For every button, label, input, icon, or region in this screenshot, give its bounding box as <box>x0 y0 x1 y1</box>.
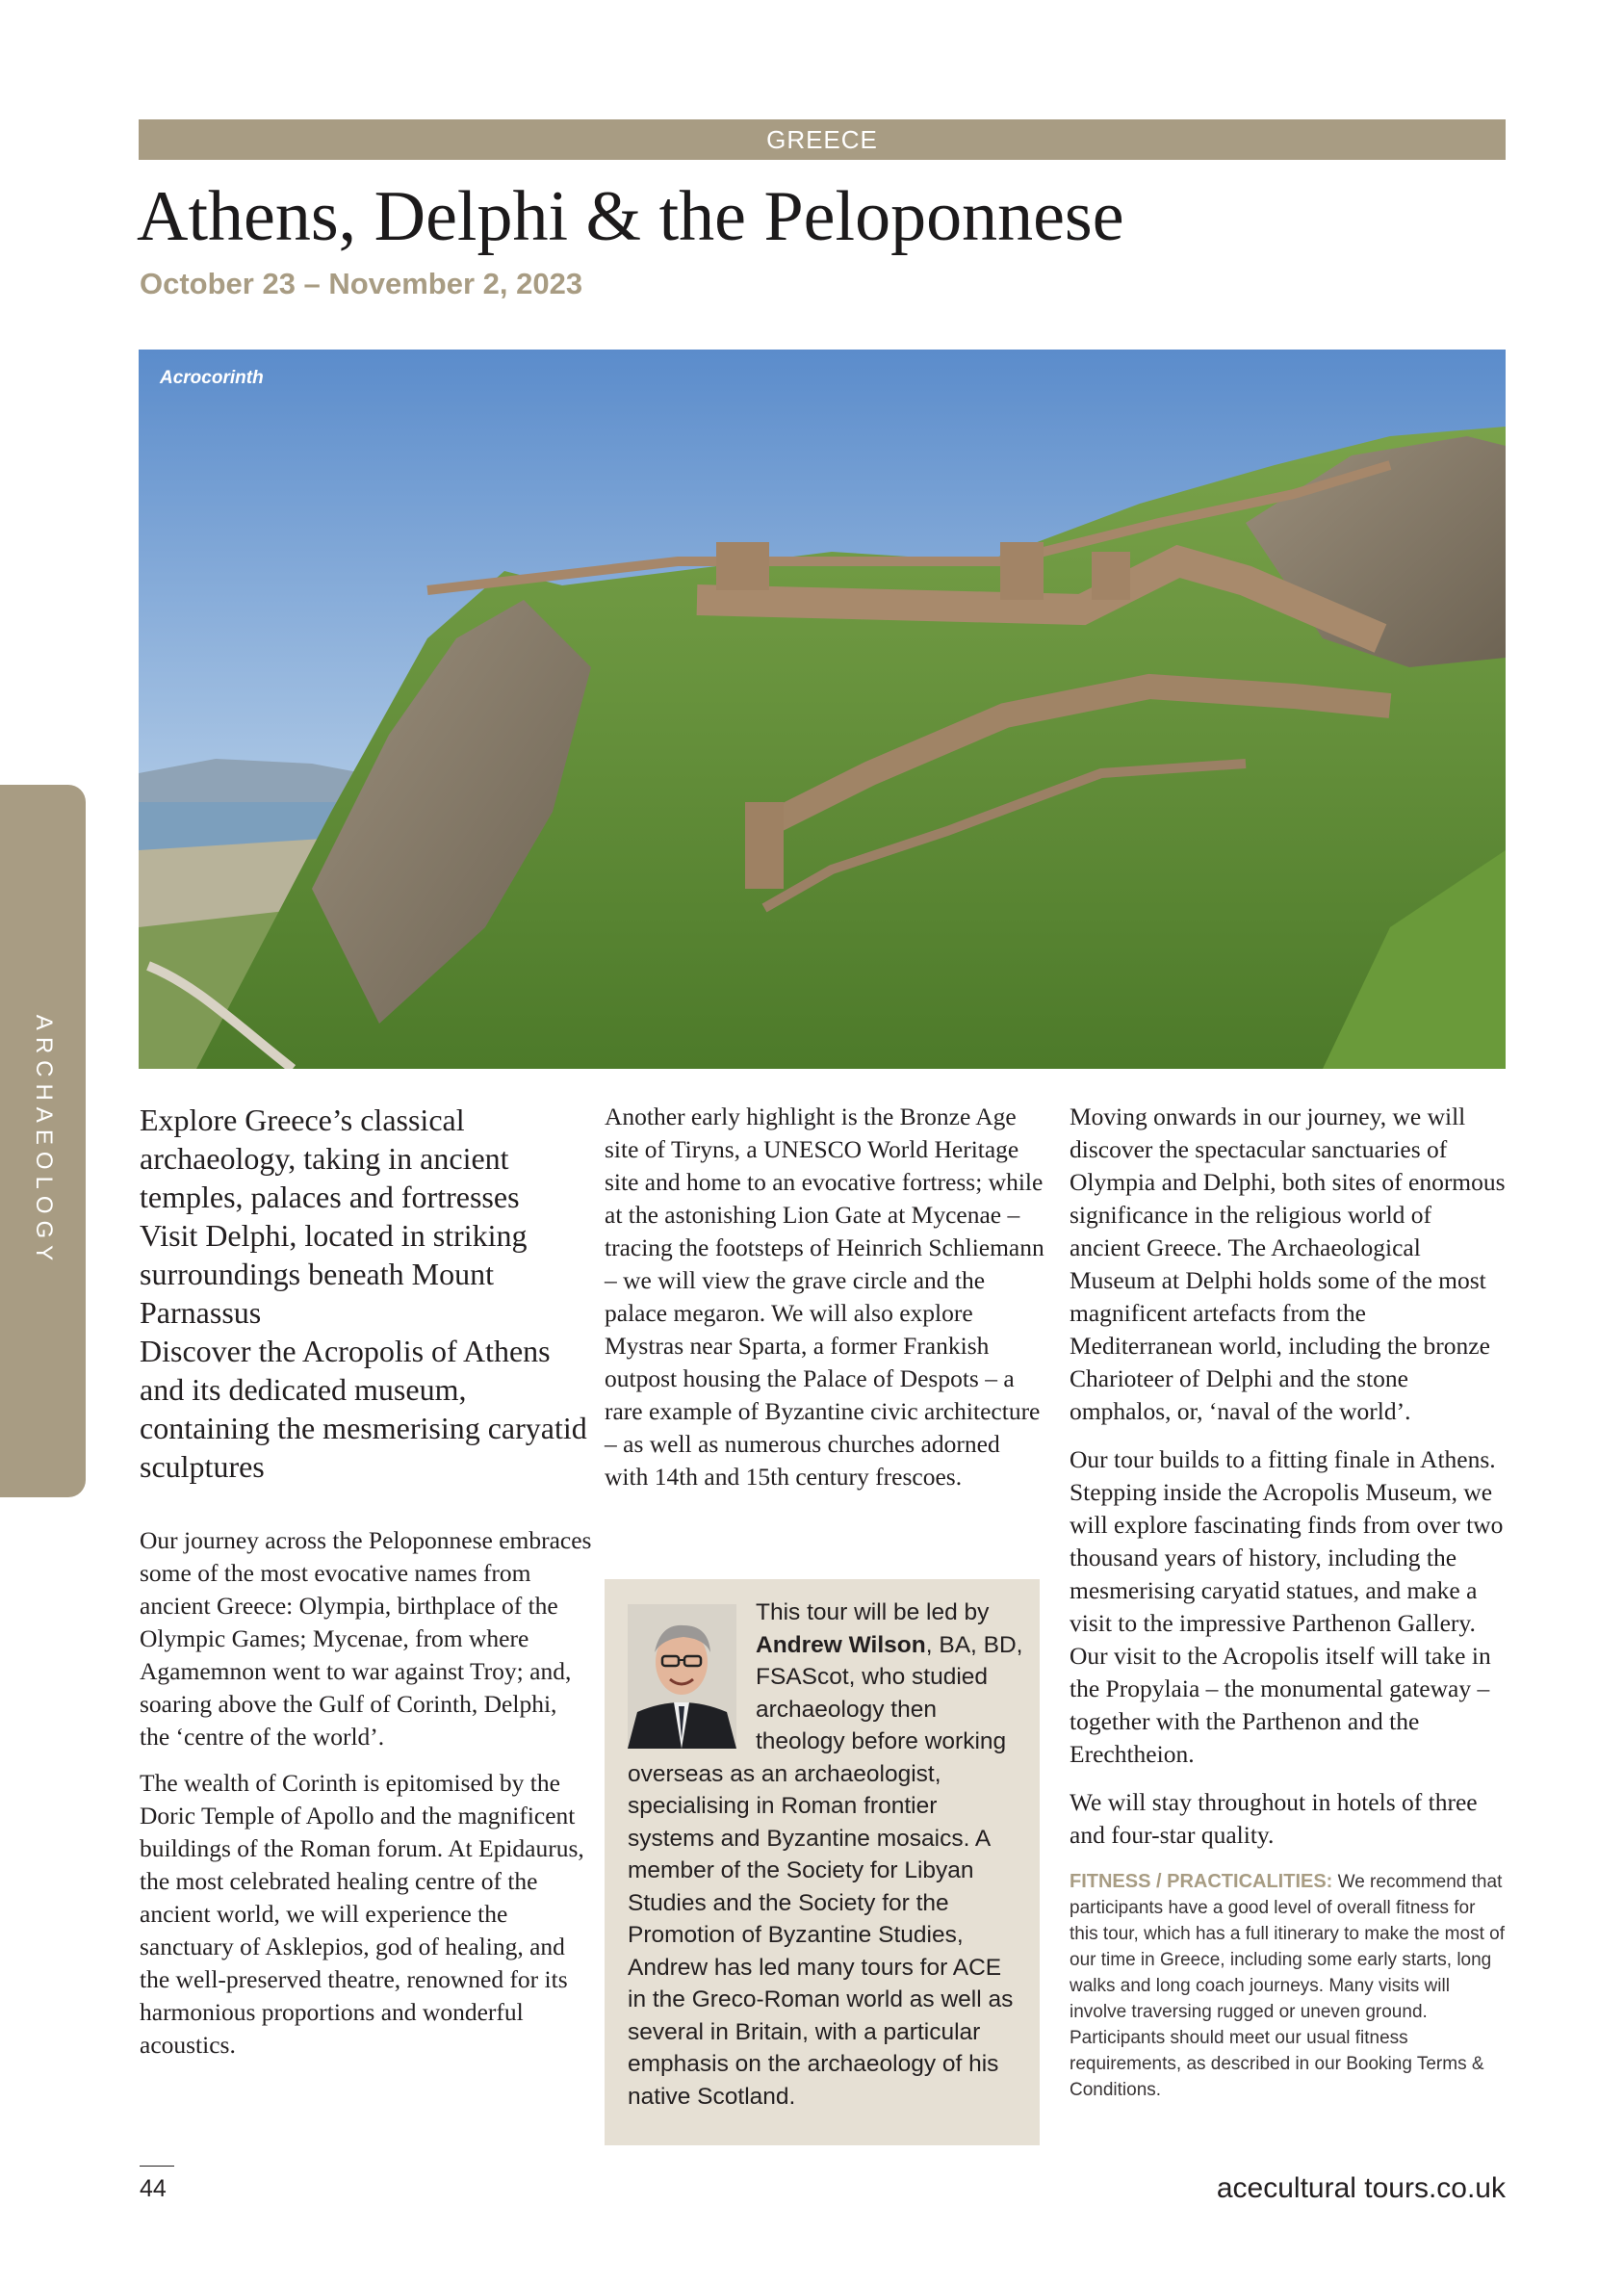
photo-caption: Acrocorinth <box>160 368 264 388</box>
hero-photo <box>139 350 1506 1069</box>
page-number: 44 <box>140 2175 167 2202</box>
column-1-body <box>140 1524 592 2062</box>
paragraph: Our journey across the Peloponnese embraces some of the most evocative names from ancient Greece: Olympia, birthplace of the Olympic Games; Mycenae, from where Agamemnon went to war against Troy; and, soaring above the Gulf of Corinth, Delphi, the ‘centre of the world’. <box>140 1526 592 1751</box>
bio-intro: This tour will be led by <box>756 1599 990 1625</box>
paragraph: We will stay throughout in hotels of three and four-star quality. <box>1070 1788 1478 1849</box>
portrait-icon <box>628 1604 736 1749</box>
paragraph: Another early highlight is the Bronze Age site of Tiryns, a UNESCO World Heritage site and home to an evocative fortress; while at the astonishing Lion Gate at Mycenae – tracing the footsteps of Heinrich Schliemann – we will view the grave circle and the palace megaron. We will also explore Mystras near Sparta, a former Frankish outpost housing the Palace of Despots – a rare example of Byzantine civic architecture – as well as numerous churches adorned with 14th and 15th century frescoes. <box>605 1103 1044 1491</box>
website-url: acecultural tours.co.uk <box>1216 2172 1506 2204</box>
tour-leader-box <box>605 1579 1040 2145</box>
paragraph: Our tour builds to a fitting finale in Athens. Stepping inside the Acropolis Museum, we will explore fascinating finds from over two thousand years of history, including the mesmerising caryatid statues, and make a visit to the impressive Parthenon Gallery. Our visit to the Acropolis itself will take in the Propylaia – the monumental gateway – together with the Parthenon and the Erechtheion. <box>1070 1445 1504 1768</box>
column-2 <box>605 1101 1047 1493</box>
side-tab <box>0 785 86 1497</box>
leader-name: Andrew Wilson <box>756 1631 926 1658</box>
tour-leader-text <box>628 1596 1024 2113</box>
tour-dates: October 23 – November 2, 2023 <box>140 267 583 300</box>
fitness-note <box>1070 1869 1508 2103</box>
bio-details: , BA, BD, FSAScot, who studied archaeology then theology before working overseas as an archaeologist, specialising in Roman frontier systems and Byzantine mosaics. A member of the Society for Libyan Studies and the Society for the Promotion of Byzantine Studies, Andrew has led many tours for ACE in the Greco-Roman world as well as several in Britain, with a particular emphasis on the archaeology of his native Scotland. <box>628 1631 1023 2110</box>
column-3 <box>1070 1101 1508 2103</box>
leader-portrait <box>628 1604 736 1749</box>
highlight-1: Explore Greece’s classical archaeology, taking in ancient temples, palaces and fortresses <box>140 1103 520 1214</box>
highlight-2: Visit Delphi, located in striking surroundings beneath Mount Parnassus <box>140 1218 528 1330</box>
page-title: Athens, Delphi & the Peloponnese <box>137 177 1124 256</box>
side-tab-label: ARCHAEOLOGY <box>30 1014 57 1268</box>
paragraph: Moving onwards in our journey, we will discover the spectacular sanctuaries of Olympia and Delphi, both sites of enormous significance in the religious world of ancient Greece. The Archaeological Museum at Delphi holds some of the most magnificent artefacts from the Mediterranean world, including the bronze Charioteer of Delphi and the stone omphalos, or, ‘naval of the world’. <box>1070 1103 1506 1425</box>
section-banner: GREECE <box>139 119 1506 160</box>
fitness-label: FITNESS / PRACTICALITIES: <box>1070 1871 1333 1892</box>
acrocorinth-photo <box>139 350 1506 1069</box>
column-1 <box>140 1101 592 2062</box>
paragraph: The wealth of Corinth is epitomised by the Doric Temple of Apollo and the magnificent buildings of the Roman forum. At Epidaurus, the most celebrated healing centre of the ancient world, we will experience the sanctuary of Asklepios, god of healing, and the well-preserved theatre, renowned for its harmonious proportions and wonderful acoustics. <box>140 1769 584 2059</box>
page-number-rule <box>140 2166 174 2167</box>
highlight-3: Discover the Acropolis of Athens and its dedicated museum, containing the mesmerising caryatid sculptures <box>140 1334 587 1484</box>
fitness-text: We recommend that participants have a good level of overall fitness for this tour, which has a full itinerary to make the most of our time in Greece, including some early starts, long walks and long coach journeys. Many visits will involve traversing rugged or uneven ground. Participants should meet our usual fitness requirements, as described in our Booking Terms & Conditions. <box>1070 1872 1505 2100</box>
